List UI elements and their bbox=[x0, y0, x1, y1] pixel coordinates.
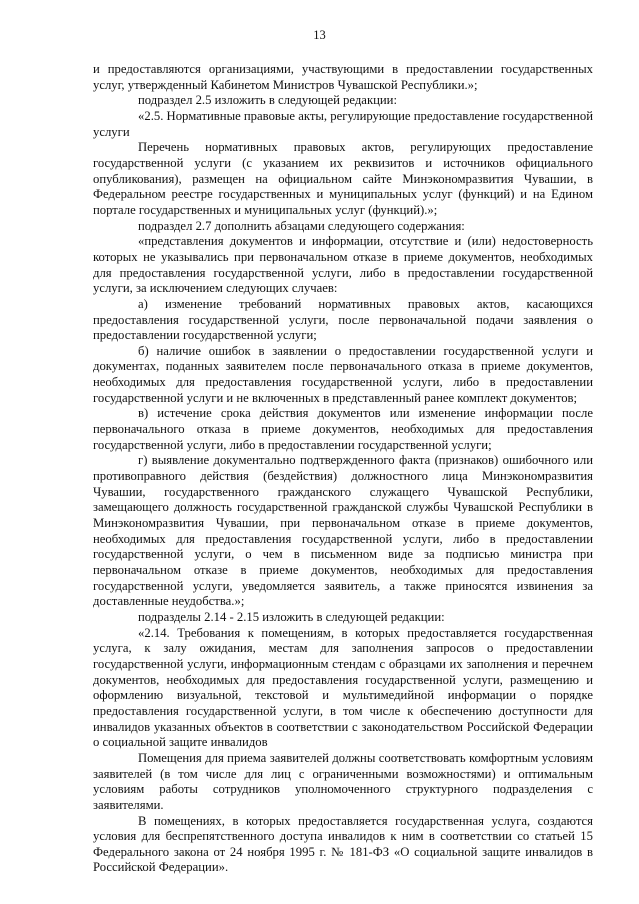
paragraph-accessibility: В помещениях, в которых предоставляется государственная услуга, создаются условия для беспрепятственного доступа инвалидов к ним в соответствии со статьей 15 Федерального закона от 24 ноября 1995 г. № 181-ФЗ «О социальной защите инвалидов в Российской Федерации». bbox=[93, 813, 593, 875]
paragraph-case-g: г) выявление документально подтвержденного факта (признаков) ошибочного или противоправного действия (бездействия) должностного лица Минэкономразвития Чувашии, государственного гражданского служащего Чувашской Республики, замещающего должность государственной гражданской службы Чувашской Республики в Минэкономразвития Чувашии, при первоначальном отказе в приеме документов, необходимых для предоставления государственной услуги, либо в предоставлении государственной услуги, о чем в письменном виде за подписью министра при первоначальном отказе в приеме документов, необходимых для предоставления государственной услуги, уведомляется заявитель, а также приносятся извинения за доставленные неудобства.»; bbox=[93, 453, 593, 609]
paragraph-heading-2-14: «2.14. Требования к помещениям, в которых предоставляется государственная услуга, к залу ожидания, местам для заполнения запросов о предоставлении государственной услуги, информационным стендам с образцами их заполнения и перечнем документов, необходимых для предоставления государственной услуги, размещению и оформлению визуальной, текстовой и мультимедийной информации о порядке предоставления государственной услуги, в том числе к обеспечению доступности для инвалидов указанных объектов в соответствии с законодательством Российской Федерации о социальной защите инвалидов bbox=[93, 625, 593, 750]
document-body bbox=[93, 62, 593, 876]
paragraph-instruction-2-14: подразделы 2.14 - 2.15 изложить в следующей редакции: bbox=[138, 609, 445, 624]
paragraph-instruction-2-7: подраздел 2.7 дополнить абзацами следующего содержания: bbox=[138, 218, 465, 233]
paragraph-instruction-2-5: подраздел 2.5 изложить в следующей редакции: bbox=[138, 93, 398, 108]
paragraph-heading-2-5: «2.5. Нормативные правовые акты, регулирующие предоставление государственной услуги bbox=[93, 108, 593, 139]
paragraph-premises-requirements: Помещения для приема заявителей должны соответствовать комфортным условиям заявителей (в том числе для лиц с ограниченными возможностями) и оптимальным условиям работы сотрудников уполномоченного структурного подразделения с заявителями. bbox=[93, 750, 593, 812]
paragraph-legal-acts-list: Перечень нормативных правовых актов, регулирующих предоставление государственной услуги (с указанием их реквизитов и источников официального опубликования), размещен на официальном сайте Минэкономразвития Чувашии, в Федеральном реестре государственных и муниципальных услуг (функций) и на Едином портале государственных и муниципальных услуг (функций).»; bbox=[93, 140, 593, 217]
page-number: 13 bbox=[313, 28, 326, 42]
paragraph-case-v: в) истечение срока действия документов или изменение информации после первоначального отказа в приеме документов, необходимых для предоставления государственной услуги, либо в предоставлении государственной услуги; bbox=[93, 406, 593, 452]
paragraph-continuation: и предоставляются организациями, участвующими в предоставлении государственных услуг, утвержденный Кабинетом Министров Чувашской Республики.»; bbox=[93, 62, 593, 92]
paragraph-case-a: а) изменение требований нормативных правовых актов, касающихся предоставления государственной услуги, после первоначальной подачи заявления о предоставлении государственной услуги; bbox=[93, 296, 593, 343]
paragraph-case-b: б) наличие ошибок в заявлении о предоставлении государственной услуги и документах, поданных заявителем после первоначального отказа в приеме документов, необходимых для предоставления государственной услуги, либо в предоставлении государственной услуги и не включенных в представленный ранее комплект документов; bbox=[93, 343, 593, 405]
paragraph-documents-info: «представления документов и информации, отсутствие и (или) недостоверность которых не указывались при первоначальном отказе в приеме документов, необходимых для предоставления государственной услуги, либо в предоставлении государственной услуги, за исключением следующих случаев: bbox=[93, 234, 593, 296]
